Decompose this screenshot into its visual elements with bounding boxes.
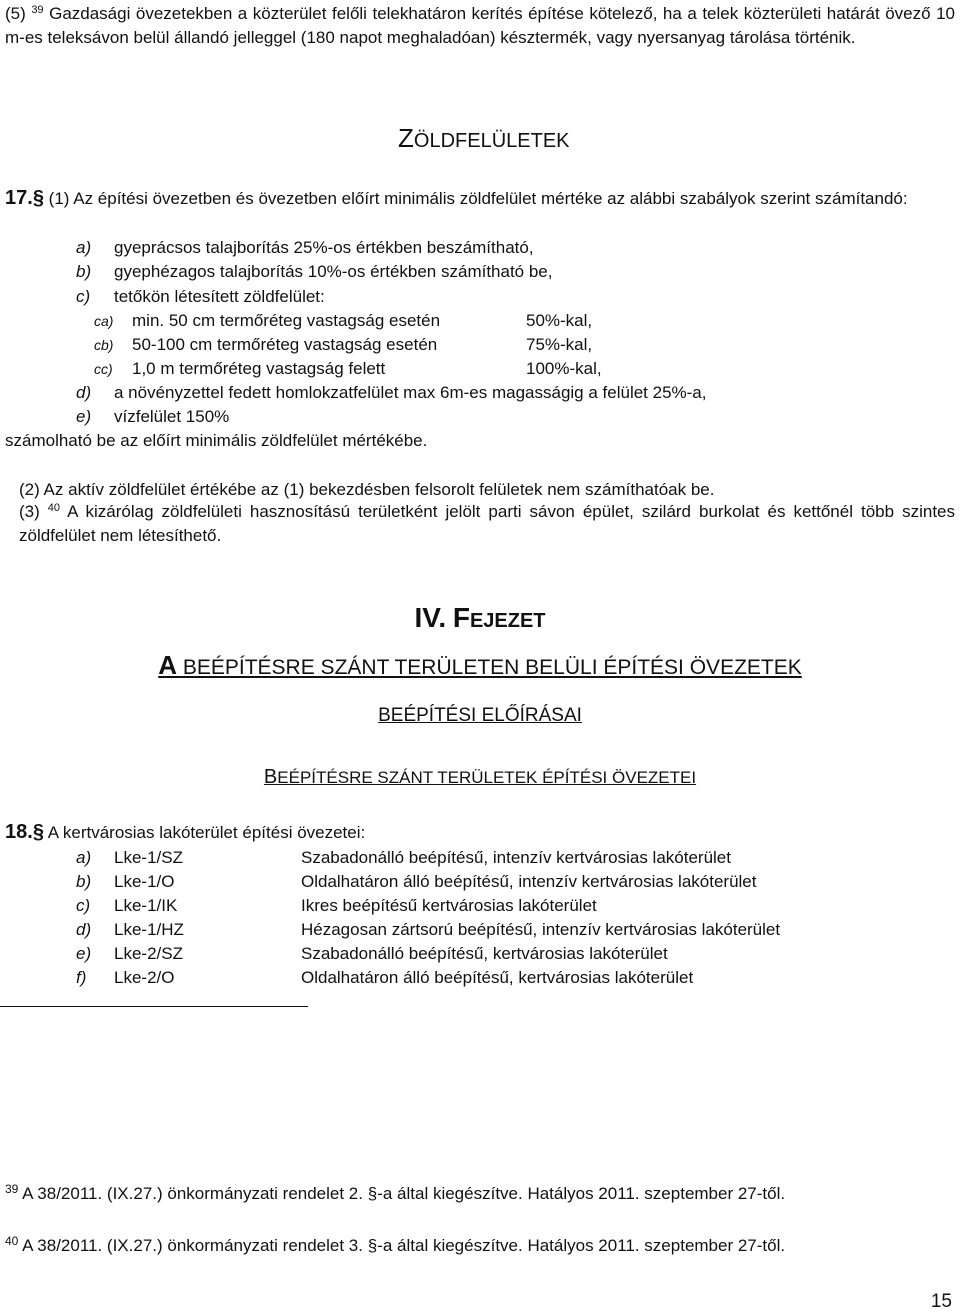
chapter-rest: EJEZET <box>469 610 546 632</box>
zone-row-mark: f) <box>76 968 87 987</box>
zone-code: Lke-1/O <box>114 872 175 891</box>
list-item-text: gyeprácsos talajborítás 25%-os értékben beszámítható, <box>114 238 534 257</box>
list-item: d) <box>76 383 92 402</box>
paragraph-text: A kizárólag zöldfelületi hasznosítású területként jelölt parti sávon épület, szilárd burkolat és kettőnél több szintes zöldfelület nem létesíthető. <box>19 502 955 545</box>
zone-row-mark: e) <box>76 944 92 963</box>
section-number: 17. <box>5 187 33 209</box>
zone-description: Oldalhatáron álló beépítésű, intenzív kertvárosias lakóterület <box>301 872 757 891</box>
sub-item-mark: cb) <box>94 337 114 353</box>
zone-row-mark: a) <box>76 848 92 867</box>
list-item: a) <box>76 238 92 257</box>
heading-rest: ÖLDFELÜLETEK <box>413 130 570 152</box>
zone-code: Lke-2/O <box>114 968 175 987</box>
chapter-initial: F <box>452 602 470 633</box>
chapter-heading <box>0 602 960 633</box>
section-17-intro <box>5 186 955 211</box>
section-heading <box>398 123 570 153</box>
zone-description: Szabadonálló beépítésű, kertvárosias lakóterület <box>301 944 668 963</box>
zone-row-mark: d) <box>76 920 92 939</box>
list-item: c) <box>76 287 91 306</box>
section-number: 18. <box>5 821 33 843</box>
list-item: e) <box>76 407 92 426</box>
subsection-rest: EÉPÍTÉSRE SZÁNT TERÜLETEK ÉPÍTÉSI ÖVEZETEI <box>277 768 697 787</box>
sub-item-mark: ca) <box>94 313 114 329</box>
zone-description: Oldalhatáron álló beépítésű, kertvárosias lakóterület <box>301 968 694 987</box>
subsection-title <box>0 765 960 790</box>
zone-description: Hézagosan zártsorú beépítésű, intenzív kertvárosias lakóterület <box>301 920 781 939</box>
list-item: b) <box>76 262 92 281</box>
chapter-roman: IV. <box>414 602 447 633</box>
footnote-40 <box>5 1234 955 1258</box>
paragraph-3 <box>19 500 955 548</box>
footnote-text-end: -a által kiegészítve. Hatályos 2011. szeptember 27-től. <box>377 1236 786 1255</box>
zone-code: Lke-1/SZ <box>114 848 183 867</box>
zone-description: Szabadonálló beépítésű, intenzív kertvárosias lakóterület <box>301 848 731 867</box>
footnote-text-end: -a által kiegészítve. Hatályos 2011. szeptember 27-től. <box>377 1184 786 1203</box>
list-item-text: tetőkön létesített zöldfelület: <box>114 287 325 306</box>
sub-item-value: 50%-kal, <box>526 311 593 330</box>
footnote-ref[interactable]: 39 <box>31 4 44 16</box>
title-initial: A <box>158 650 178 680</box>
paragraph-text: Gazdasági övezetekben a közterület felőli telekhatáron kerítés építése kötelező, ha a telek közterületi határát övező 10 m-es teleksávon belül állandó jelleggel (180 napot meghaladóan) késztermék, vagy nyersanyag tárolása történik. <box>5 4 955 47</box>
title-main <box>0 650 960 680</box>
footnote-ref[interactable]: 40 <box>47 502 61 514</box>
paragraph-number: (3) <box>19 502 40 521</box>
subsection-initial: B <box>263 766 278 788</box>
title-sub: BEÉPÍTÉSI ELŐÍRÁSAI <box>378 705 582 726</box>
list-item-text: a növényzettel fedett homlokzatfelület max 6m-es magasságig a felület 25%-a, <box>114 383 707 402</box>
footnote-39 <box>5 1182 955 1206</box>
page-number: 15 <box>930 1291 952 1312</box>
section-symbol: § <box>32 821 44 843</box>
section-intro: A kertvárosias lakóterület építési övezetei: <box>47 823 366 842</box>
list-item-text: vízfelület 150% <box>114 407 230 426</box>
paragraph-5 <box>5 2 955 50</box>
section-symbol: § <box>32 187 44 209</box>
zone-row-mark: b) <box>76 872 92 891</box>
list-item-text: gyephézagos talajborítás 10%-os értékben számítható be, <box>114 262 553 281</box>
footnote-text: A 38/2011. (IX.27.) önkormányzati rendelet 3. <box>22 1236 363 1255</box>
zone-code: Lke-2/SZ <box>114 944 183 963</box>
paragraph-2: (2) Az aktív zöldfelület értékébe az (1) bekezdésben felsorolt felületek nem számíthatóak be. <box>19 480 715 499</box>
sub-item-text: 1,0 m termőréteg vastagság felett <box>132 359 386 378</box>
paragraph-number: (5) <box>5 4 26 23</box>
sub-item-text: 50-100 cm termőréteg vastagság esetén <box>132 335 438 354</box>
footnote-symbol: § <box>367 1236 378 1255</box>
footnote-number: 39 <box>5 1182 19 1196</box>
zone-code: Lke-1/IK <box>114 896 178 915</box>
footnote-divider <box>0 1006 308 1007</box>
closing-text: számolható be az előírt minimális zöldfelület mértékébe. <box>5 431 428 450</box>
footnote-symbol: § <box>367 1184 378 1203</box>
sub-item-value: 100%-kal, <box>526 359 602 378</box>
title-rest: BEÉPÍTÉSRE SZÁNT TERÜLETEN BELÜLI ÉPÍTÉSI ÖVEZETEK <box>177 656 802 679</box>
zone-row-mark: c) <box>76 896 91 915</box>
heading-initial: Z <box>398 123 414 153</box>
footnote-number: 40 <box>5 1234 19 1248</box>
section-18-intro <box>5 820 365 845</box>
sub-item-value: 75%-kal, <box>526 335 593 354</box>
zone-code: Lke-1/HZ <box>114 920 184 939</box>
sub-item-mark: cc) <box>94 361 113 377</box>
zone-description: Ikres beépítésű kertvárosias lakóterület <box>301 896 597 915</box>
section-intro: (1) Az építési övezetben és övezetben előírt minimális zöldfelület mértéke az alábbi szabályok szerint számítandó: <box>48 189 908 208</box>
footnote-text: A 38/2011. (IX.27.) önkormányzati rendelet 2. <box>22 1184 363 1203</box>
sub-item-text: min. 50 cm termőréteg vastagság esetén <box>132 311 441 330</box>
